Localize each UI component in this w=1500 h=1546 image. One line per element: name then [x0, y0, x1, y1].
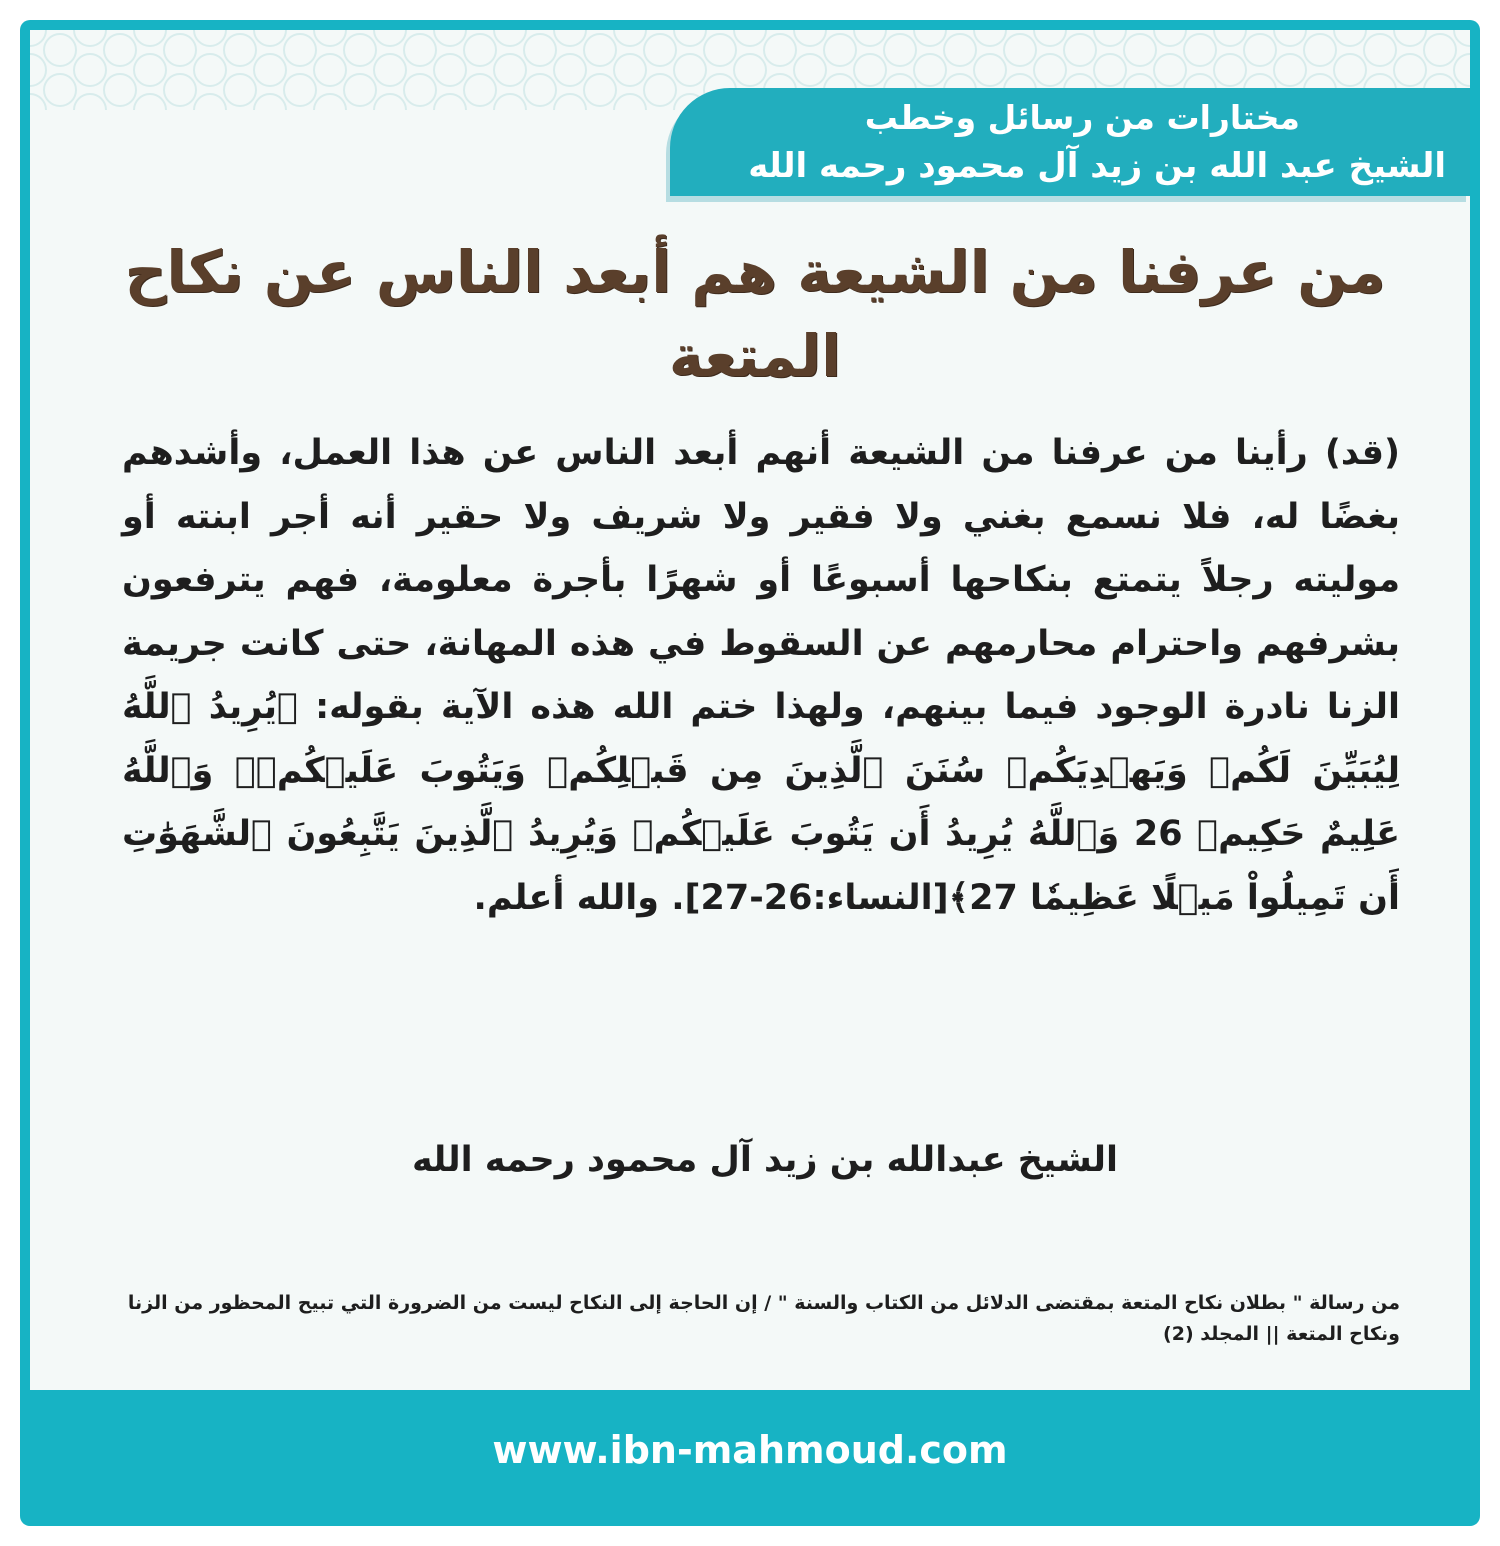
article-body — [122, 422, 1400, 930]
verse-reference: [النساء:26-27]. — [671, 877, 949, 918]
body-closing: والله أعلم. — [473, 877, 660, 918]
page-frame — [20, 20, 1480, 1526]
header-subtitle: مختارات من رسائل وخطب — [864, 98, 1300, 137]
signature: الشيخ عبدالله بن زيد آل محمود رحمه الله — [411, 1140, 1119, 1180]
body-intro: (قد) رأينا من عرفنا من الشيعة أنهم أبعد الناس عن هذا العمل، وأشدهم بغضًا له، فلا نسمع بغني ولا فقير ولا شريف ولا حقير أنه أجر ابنته أو موليته رجلاً يتمتع بنكاحها أسبوعًا أو شهرًا بأجرة معلومة، فهم يترفعون بشرفهم واحترام محارمهم عن السقوط في هذه المهانة، حتى كانت جريمة الزنا نادرة الوجود فيما بينهم، ولهذا ختم الله هذه الآية بقوله: — [122, 433, 1401, 727]
source-citation: من رسالة " بطلان نكاح المتعة بمقتضى الدلائل من الكتاب والسنة " / إن الحاجة إلى النكاح ليست من الضرورة التي تبيح المحظور من الزنا ونكاح المتعة || المجلد (2) — [127, 1292, 1400, 1345]
website-link[interactable]: www.ibn-mahmoud.com — [492, 1428, 1008, 1472]
content-panel — [30, 30, 1470, 1390]
article-title: من عرفنا من الشيعة هم أبعد الناس عن نكاح المتعة — [124, 238, 1386, 390]
header-author: الشيخ عبد الله بن زيد آل محمود رحمه الله — [748, 146, 1446, 186]
quran-verse: ﴿يُرِيدُ ٱللَّهُ لِيُبَيِّنَ لَكُمۡ وَيَهۡدِيَكُمۡ سُنَنَ ٱلَّذِينَ مِن قَبۡلِكُمۡ وَيَتُوبَ عَلَيۡكُمۡۗ وَٱللَّهُ عَلِيمٌ حَكِيمٞ 26 وَٱللَّهُ يُرِيدُ أَن يَتُوبَ عَلَيۡكُمۡ وَيُرِيدُ ٱلَّذِينَ يَتَّبِعُونَ ٱلشَّهَوَٰتِ أَن تَمِيلُواْ مَيۡلًا عَظِيمٗا 27﴾ — [122, 687, 1400, 918]
